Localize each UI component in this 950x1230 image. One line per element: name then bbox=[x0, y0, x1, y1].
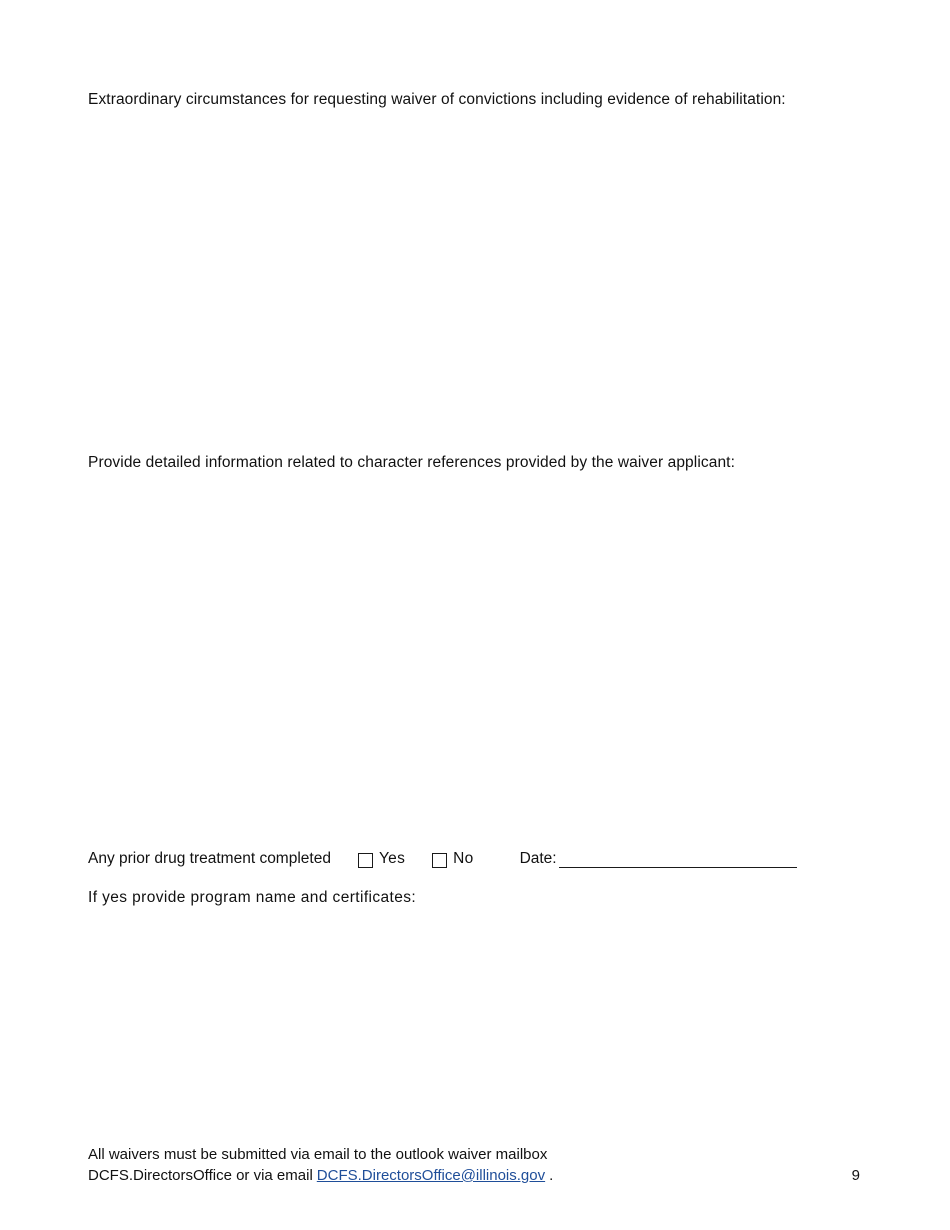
drug-treatment-yes-label: Yes bbox=[378, 850, 406, 867]
footer-line-2 bbox=[88, 1166, 860, 1187]
footer-line-1: All waivers must be submitted via email to the outlook waiver mailbox bbox=[88, 1146, 548, 1163]
extraordinary-circumstances-prompt: Extraordinary circumstances for requesting waiver of convictions including evidence of rehabilitation: bbox=[88, 91, 786, 108]
page-footer bbox=[88, 1145, 860, 1186]
character-references-answer-area[interactable] bbox=[88, 481, 848, 831]
drug-treatment-label: Any prior drug treatment completed bbox=[88, 850, 331, 867]
program-certificates-prompt: If yes provide program name and certificates: bbox=[88, 889, 417, 906]
drug-treatment-yes-checkbox[interactable] bbox=[358, 853, 373, 868]
footer-line-2-prefix: DCFS.DirectorsOffice or via email bbox=[88, 1166, 313, 1184]
extraordinary-circumstances-answer-area[interactable] bbox=[88, 118, 848, 438]
page-content bbox=[88, 0, 860, 1230]
program-certificates-answer-area[interactable] bbox=[88, 918, 848, 1118]
directors-office-email-link[interactable]: DCFS.DirectorsOffice@illinois.gov bbox=[316, 1166, 546, 1184]
drug-treatment-no-checkbox[interactable] bbox=[432, 853, 447, 868]
footer-line-2-suffix: . bbox=[549, 1166, 554, 1184]
drug-treatment-row bbox=[88, 847, 860, 871]
page-number: 9 bbox=[851, 1166, 860, 1184]
drug-treatment-date-label: Date: bbox=[519, 850, 557, 867]
character-references-prompt: Provide detailed information related to character references provided by the waiver applicant: bbox=[88, 454, 735, 471]
drug-treatment-no-label: No bbox=[453, 850, 474, 867]
drug-treatment-date-field[interactable] bbox=[559, 850, 797, 868]
